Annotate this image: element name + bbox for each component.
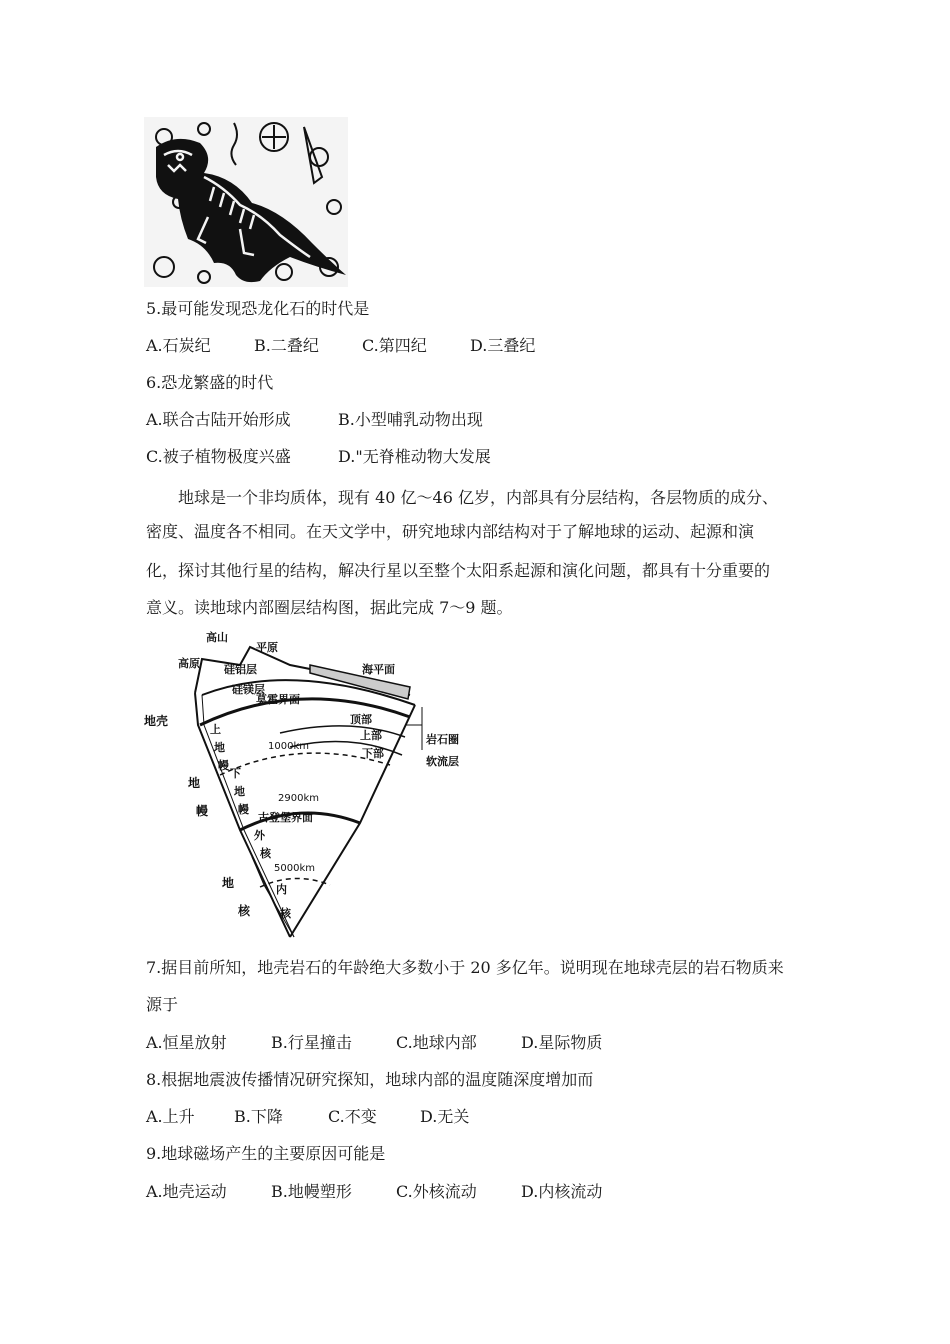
earth-interior-diagram [140, 625, 470, 950]
passage-line-3: 化，探讨其他行星的结构，解决行星以至整个太阳系起源和演化问题，都具有十分重要的 [146, 561, 771, 580]
question-7-stem-line-1: 7.据目前所知，地壳岩石的年龄绝大多数小于 20 多亿年。说明现在地球壳层的岩石物质来 [146, 958, 784, 977]
q9-option-d[interactable]: D.内核流动 [521, 1182, 603, 1201]
label-upper: 上部 [360, 729, 382, 742]
q8-option-b[interactable]: B.下降 [234, 1107, 283, 1126]
label-crust: 地壳 [144, 714, 169, 728]
q6-option-a[interactable]: A.联合古陆开始形成 [146, 410, 291, 429]
label-lithosphere: 岩石圈 [426, 733, 459, 746]
q6-option-b[interactable]: B.小型哺乳动物出现 [338, 410, 483, 429]
label-inner-core-2: 核 [280, 907, 291, 920]
q7-option-b[interactable]: B.行星撞击 [271, 1033, 352, 1052]
moho-boundary [200, 699, 410, 725]
label-mantle-1: 地 [188, 776, 201, 790]
q6-option-d[interactable]: D."无脊椎动物大发展 [338, 447, 491, 466]
q9-option-a[interactable]: A.地壳运动 [146, 1182, 227, 1201]
label-depth-5000km: 5000km [274, 863, 315, 874]
question-9-stem: 9.地球磁场产生的主要原因可能是 [146, 1144, 386, 1163]
label-outer-core-2: 核 [260, 847, 271, 860]
label-mantle-2: 幔 [196, 804, 209, 818]
q5-option-a[interactable]: A.石炭纪 [146, 336, 211, 355]
label-gutenberg: 古登堡界面 [258, 811, 313, 824]
label-moho: 莫霍界面 [256, 693, 300, 706]
label-upper-mantle-1: 上 [210, 723, 221, 736]
label-mountain: 高山 [206, 631, 228, 644]
q9-option-c[interactable]: C.外核流动 [396, 1182, 477, 1201]
q8-option-d[interactable]: D.无关 [420, 1107, 470, 1126]
passage-line-2: 密度、温度各不相同。在天文学中，研究地球内部结构对于了解地球的运动、起源和演 [146, 522, 755, 541]
label-upper-mantle-3: 幔 [218, 759, 229, 772]
label-top: 顶部 [350, 713, 372, 726]
dinosaur-fossil-icon [144, 117, 348, 287]
q6-option-c[interactable]: C.被子植物极度兴盛 [146, 447, 291, 466]
label-lower-mantle-3: 幔 [238, 803, 249, 816]
label-plain: 平原 [256, 641, 278, 654]
label-lower-mantle-1: 下 [230, 767, 241, 780]
q9-option-b[interactable]: B.地幔塑形 [271, 1182, 352, 1201]
q7-option-d[interactable]: D.星际物质 [521, 1033, 603, 1052]
q8-option-a[interactable]: A.上升 [146, 1107, 195, 1126]
question-8-stem: 8.根据地震波传播情况研究探知，地球内部的温度随深度增加而 [146, 1070, 594, 1089]
passage-line-1: 地球是一个非均质体，现有 40 亿～46 亿岁，内部具有分层结构，各层物质的成分、 [178, 488, 778, 507]
label-core-1: 地 [222, 876, 235, 890]
label-lower: 下部 [362, 747, 384, 760]
label-sea-level: 海平面 [362, 663, 395, 676]
q7-option-c[interactable]: C.地球内部 [396, 1033, 477, 1052]
label-sima: 硅镁层 [232, 683, 265, 696]
passage-line-4: 意义。读地球内部圈层结构图，据此完成 7～9 题。 [146, 598, 513, 617]
label-sial: 硅铝层 [224, 663, 257, 676]
label-upper-mantle-2: 地 [214, 741, 225, 754]
q5-option-c[interactable]: C.第四纪 [362, 336, 427, 355]
label-asthenosphere: 软流层 [426, 755, 459, 768]
label-depth-2900km: 2900km [278, 793, 319, 804]
question-5-stem: 5.最可能发现恐龙化石的时代是 [146, 299, 370, 318]
label-lower-mantle-2: 地 [234, 785, 245, 798]
q5-option-d[interactable]: D.三叠纪 [470, 336, 536, 355]
q8-option-c[interactable]: C.不变 [328, 1107, 377, 1126]
q5-option-b[interactable]: B.二叠纪 [254, 336, 319, 355]
question-6-stem: 6.恐龙繁盛的时代 [146, 373, 274, 392]
label-inner-core-1: 内 [276, 883, 287, 896]
lithosphere-lower [280, 726, 405, 737]
label-core-2: 核 [238, 904, 251, 918]
label-depth-1000km: 1000km [268, 741, 309, 752]
question-7-stem-line-2: 源于 [146, 995, 179, 1014]
label-plateau: 高原 [178, 657, 200, 670]
label-outer-core-1: 外 [254, 829, 265, 842]
q7-option-a[interactable]: A.恒星放射 [146, 1033, 227, 1052]
